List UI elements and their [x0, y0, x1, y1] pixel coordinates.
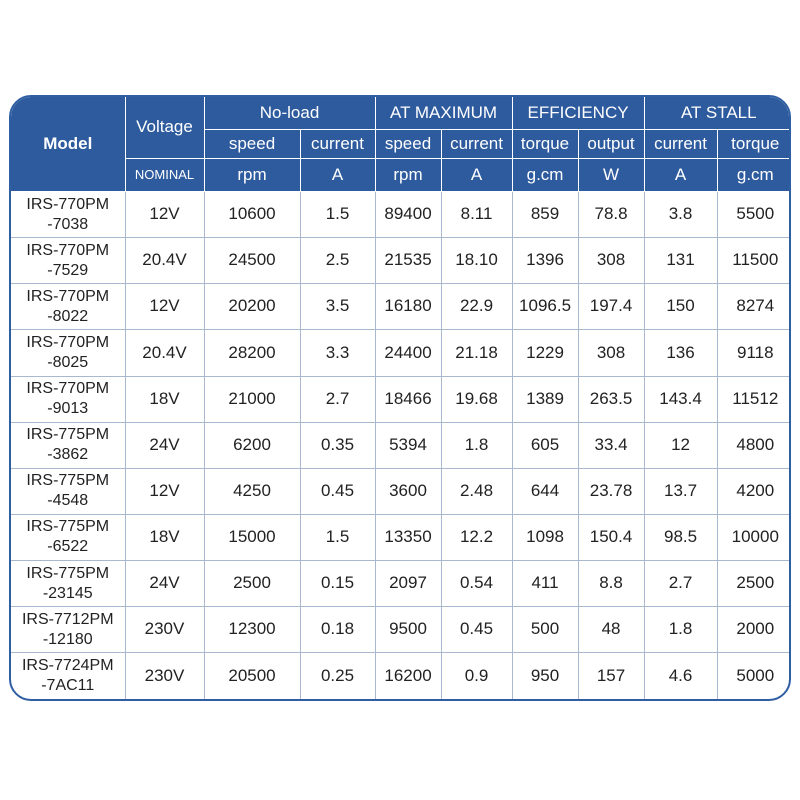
unit-label: A: [441, 159, 512, 192]
maxeff-output-cell: 8.8: [578, 561, 644, 607]
stall-torque-cell: 5000: [717, 653, 791, 699]
unit-label: W: [578, 159, 644, 192]
maxeff-speed-cell: 21535: [375, 238, 441, 284]
header-model: Model: [11, 97, 125, 192]
maxeff-current-cell: 21.18: [441, 330, 512, 376]
maxeff-current-cell: 1.8: [441, 422, 512, 468]
table-row: [11, 514, 791, 560]
noload-current-cell: 0.15: [300, 561, 375, 607]
stall-torque-cell: 8274: [717, 284, 791, 330]
maxeff-current-cell: 0.54: [441, 561, 512, 607]
stall-current-cell: 136: [644, 330, 717, 376]
maxeff-torque-cell: 1389: [512, 376, 578, 422]
maxeff-current-cell: 0.45: [441, 607, 512, 653]
stall-current-cell: 143.4: [644, 376, 717, 422]
table-row: [11, 607, 791, 653]
table-row: [11, 284, 791, 330]
model-name-line1: IRS-770PM: [26, 287, 110, 305]
header-at-stall: AT STALL: [644, 97, 791, 130]
unit-label: rpm: [204, 159, 300, 192]
voltage-cell: 12V: [125, 468, 204, 514]
model-name-line1: IRS-775PM: [26, 426, 110, 444]
model-name-line2: -7529: [47, 261, 89, 279]
maxeff-current-cell: 19.68: [441, 376, 512, 422]
sub-label: current: [300, 130, 375, 159]
model-cell: [11, 422, 125, 468]
noload-speed-cell: 6200: [204, 422, 300, 468]
maxeff-torque-cell: 411: [512, 561, 578, 607]
stall-current-cell: 131: [644, 238, 717, 284]
motor-spec-table: [11, 97, 791, 699]
voltage-cell: 24V: [125, 422, 204, 468]
noload-current-cell: 0.25: [300, 653, 375, 699]
maxeff-torque-cell: 644: [512, 468, 578, 514]
voltage-cell: 230V: [125, 607, 204, 653]
maxeff-current-cell: 0.9: [441, 653, 512, 699]
maxeff-output-cell: 150.4: [578, 514, 644, 560]
voltage-cell: 18V: [125, 376, 204, 422]
table-header: [11, 97, 791, 192]
voltage-cell: 12V: [125, 192, 204, 238]
model-name-line2: -3862: [47, 446, 89, 464]
spec-table-card: [9, 95, 791, 701]
table-row: [11, 238, 791, 284]
header-nominal: NOMINAL: [125, 159, 204, 192]
table-row: [11, 376, 791, 422]
maxeff-torque-cell: 859: [512, 192, 578, 238]
model-name-line2: -23145: [42, 584, 93, 602]
header-noload: No-load: [204, 97, 375, 130]
maxeff-torque-cell: 1229: [512, 330, 578, 376]
header-efficiency: EFFICIENCY: [512, 97, 644, 130]
table-row: [11, 422, 791, 468]
unit-label: A: [644, 159, 717, 192]
noload-speed-cell: 4250: [204, 468, 300, 514]
model-cell: [11, 192, 125, 238]
stall-current-cell: 3.8: [644, 192, 717, 238]
header-at-maximum: AT MAXIMUM: [375, 97, 512, 130]
model-cell: [11, 468, 125, 514]
stall-torque-cell: 11500: [717, 238, 791, 284]
table-row: [11, 330, 791, 376]
sub-label: torque: [717, 130, 791, 159]
stall-torque-cell: 9118: [717, 330, 791, 376]
maxeff-torque-cell: 950: [512, 653, 578, 699]
noload-current-cell: 0.45: [300, 468, 375, 514]
stall-current-cell: 150: [644, 284, 717, 330]
maxeff-current-cell: 22.9: [441, 284, 512, 330]
sub-label: output: [578, 130, 644, 159]
model-cell: [11, 238, 125, 284]
model-name-line2: -7AC11: [41, 677, 95, 695]
model-name-line1: IRS-775PM: [26, 472, 110, 490]
maxeff-output-cell: 308: [578, 238, 644, 284]
maxeff-speed-cell: 9500: [375, 607, 441, 653]
model-cell: [11, 607, 125, 653]
noload-speed-cell: 20200: [204, 284, 300, 330]
table-body: [11, 192, 791, 700]
model-cell: [11, 376, 125, 422]
noload-speed-cell: 24500: [204, 238, 300, 284]
table-row: [11, 468, 791, 514]
maxeff-output-cell: 197.4: [578, 284, 644, 330]
sub-label: current: [441, 130, 512, 159]
maxeff-output-cell: 263.5: [578, 376, 644, 422]
model-name-line1: IRS-7712PM: [21, 610, 114, 628]
model-name-line2: -8022: [47, 307, 89, 325]
maxeff-speed-cell: 5394: [375, 422, 441, 468]
maxeff-current-cell: 18.10: [441, 238, 512, 284]
maxeff-speed-cell: 2097: [375, 561, 441, 607]
model-name-line2: -7038: [47, 215, 89, 233]
model-name-line2: -9013: [47, 400, 89, 418]
model-name-line1: IRS-770PM: [26, 241, 110, 259]
maxeff-torque-cell: 1396: [512, 238, 578, 284]
stall-torque-cell: 5500: [717, 192, 791, 238]
stall-current-cell: 13.7: [644, 468, 717, 514]
maxeff-current-cell: 2.48: [441, 468, 512, 514]
stall-torque-cell: 10000: [717, 514, 791, 560]
voltage-cell: 12V: [125, 284, 204, 330]
maxeff-speed-cell: 16200: [375, 653, 441, 699]
unit-label: g.cm: [512, 159, 578, 192]
stall-current-cell: 12: [644, 422, 717, 468]
model-name-line1: IRS-7724PM: [21, 657, 114, 675]
stall-current-cell: 2.7: [644, 561, 717, 607]
sub-label: current: [644, 130, 717, 159]
table-row: [11, 653, 791, 699]
voltage-cell: 20.4V: [125, 330, 204, 376]
header-voltage: Voltage: [125, 97, 204, 159]
model-cell: [11, 653, 125, 699]
sub-label: speed: [204, 130, 300, 159]
voltage-cell: 230V: [125, 653, 204, 699]
model-cell: [11, 561, 125, 607]
noload-speed-cell: 10600: [204, 192, 300, 238]
noload-current-cell: 3.5: [300, 284, 375, 330]
maxeff-torque-cell: 500: [512, 607, 578, 653]
maxeff-torque-cell: 1098: [512, 514, 578, 560]
noload-current-cell: 1.5: [300, 514, 375, 560]
maxeff-output-cell: 78.8: [578, 192, 644, 238]
stall-torque-cell: 11512: [717, 376, 791, 422]
model-name-line2: -6522: [47, 538, 89, 556]
maxeff-output-cell: 157: [578, 653, 644, 699]
unit-label: g.cm: [717, 159, 791, 192]
maxeff-speed-cell: 13350: [375, 514, 441, 560]
model-name-line1: IRS-770PM: [26, 333, 110, 351]
noload-speed-cell: 12300: [204, 607, 300, 653]
model-cell: [11, 330, 125, 376]
noload-speed-cell: 15000: [204, 514, 300, 560]
model-name-line2: -8025: [47, 353, 89, 371]
maxeff-output-cell: 308: [578, 330, 644, 376]
maxeff-torque-cell: 1096.5: [512, 284, 578, 330]
voltage-cell: 20.4V: [125, 238, 204, 284]
model-name-line1: IRS-775PM: [26, 564, 110, 582]
maxeff-output-cell: 33.4: [578, 422, 644, 468]
model-cell: [11, 284, 125, 330]
voltage-cell: 24V: [125, 561, 204, 607]
table-row: [11, 561, 791, 607]
maxeff-speed-cell: 3600: [375, 468, 441, 514]
stall-torque-cell: 4800: [717, 422, 791, 468]
model-name-line2: -4548: [47, 492, 89, 510]
noload-current-cell: 0.18: [300, 607, 375, 653]
stall-torque-cell: 2000: [717, 607, 791, 653]
noload-current-cell: 2.7: [300, 376, 375, 422]
model-name-line1: IRS-770PM: [26, 195, 110, 213]
maxeff-output-cell: 48: [578, 607, 644, 653]
sub-label: torque: [512, 130, 578, 159]
maxeff-speed-cell: 18466: [375, 376, 441, 422]
stall-current-cell: 1.8: [644, 607, 717, 653]
model-name-line1: IRS-775PM: [26, 518, 110, 536]
model-name-line2: -12180: [42, 630, 93, 648]
noload-speed-cell: 2500: [204, 561, 300, 607]
maxeff-speed-cell: 24400: [375, 330, 441, 376]
noload-current-cell: 0.35: [300, 422, 375, 468]
maxeff-speed-cell: 16180: [375, 284, 441, 330]
model-name-line1: IRS-770PM: [26, 380, 110, 398]
noload-speed-cell: 20500: [204, 653, 300, 699]
sub-label: speed: [375, 130, 441, 159]
stall-current-cell: 98.5: [644, 514, 717, 560]
stall-current-cell: 4.6: [644, 653, 717, 699]
table-row: [11, 192, 791, 238]
model-cell: [11, 514, 125, 560]
noload-current-cell: 1.5: [300, 192, 375, 238]
unit-label: A: [300, 159, 375, 192]
noload-speed-cell: 28200: [204, 330, 300, 376]
stall-torque-cell: 2500: [717, 561, 791, 607]
maxeff-current-cell: 12.2: [441, 514, 512, 560]
maxeff-output-cell: 23.78: [578, 468, 644, 514]
maxeff-torque-cell: 605: [512, 422, 578, 468]
stall-torque-cell: 4200: [717, 468, 791, 514]
unit-label: rpm: [375, 159, 441, 192]
maxeff-speed-cell: 89400: [375, 192, 441, 238]
maxeff-current-cell: 8.11: [441, 192, 512, 238]
noload-current-cell: 3.3: [300, 330, 375, 376]
noload-current-cell: 2.5: [300, 238, 375, 284]
voltage-cell: 18V: [125, 514, 204, 560]
noload-speed-cell: 21000: [204, 376, 300, 422]
